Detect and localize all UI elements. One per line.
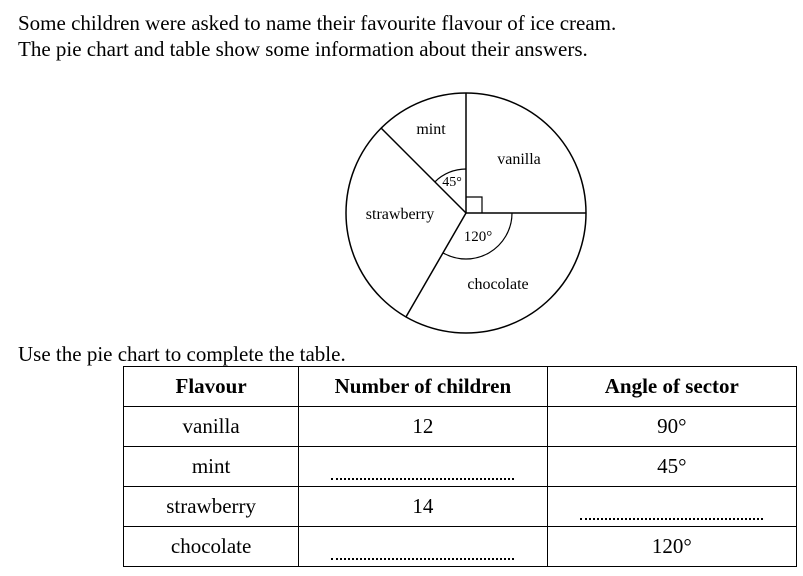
ice-cream-table <box>123 366 797 567</box>
table-row <box>124 527 797 567</box>
slice-label-vanilla: vanilla <box>497 151 541 168</box>
slice-boundary-strawberry <box>406 213 466 317</box>
angle-label-120: 120° <box>463 229 493 245</box>
header-flavour: Flavour <box>124 367 299 407</box>
cell-flavour: mint <box>124 447 299 487</box>
table-row <box>124 407 797 447</box>
answer-blank-chocolate-number[interactable] <box>299 527 547 567</box>
cell-angle: 90° <box>547 407 796 447</box>
angle-label-45: 45° <box>442 175 462 190</box>
cell-angle: 120° <box>547 527 796 567</box>
table-header-row <box>124 367 797 407</box>
answer-blank-mint-number[interactable] <box>299 447 547 487</box>
cell-flavour: strawberry <box>124 487 299 527</box>
cell-number: 12 <box>299 407 547 447</box>
answer-dots <box>331 542 514 560</box>
cell-number: 14 <box>299 487 547 527</box>
cell-flavour: vanilla <box>124 407 299 447</box>
header-number: Number of children <box>299 367 547 407</box>
cell-angle: 45° <box>547 447 796 487</box>
cell-flavour: chocolate <box>124 527 299 567</box>
header-angle: Angle of sector <box>547 367 796 407</box>
answer-dots <box>331 462 514 480</box>
slice-label-chocolate: chocolate <box>467 276 529 293</box>
answer-dots <box>580 502 763 520</box>
question-line-1: Some children were asked to name their favourite flavour of ice cream. <box>18 11 617 35</box>
slice-label-strawberry: strawberry <box>365 206 435 223</box>
slice-label-mint: mint <box>416 121 446 138</box>
table-row <box>124 447 797 487</box>
answer-blank-strawberry-angle[interactable] <box>547 487 796 527</box>
instruction-text: Use the pie chart to complete the table. <box>18 342 346 366</box>
question-line-2: The pie chart and table show some information about their answers. <box>18 37 588 61</box>
right-angle-marker <box>466 197 482 213</box>
table-row <box>124 487 797 527</box>
